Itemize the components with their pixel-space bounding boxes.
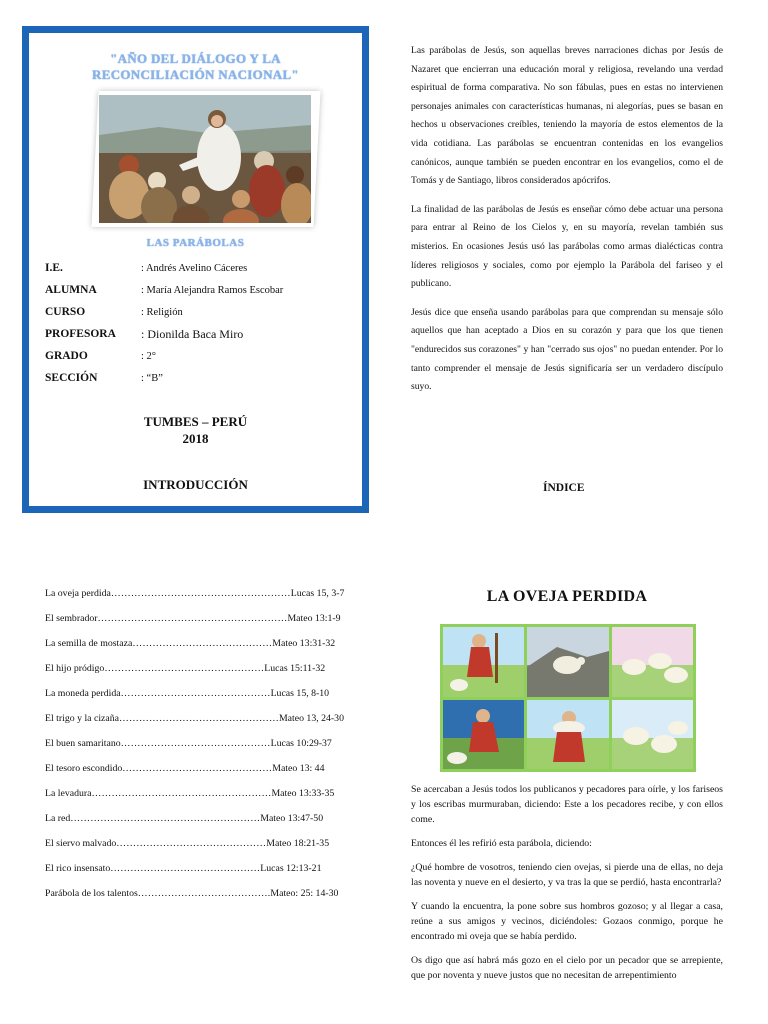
parable-text (411, 782, 723, 992)
index-item (45, 686, 357, 701)
info-value: : Andrés Avelino Cáceres (141, 262, 248, 274)
index-item-ref: Mateo 13:47-50 (260, 813, 324, 824)
parable-title: LA OVEJA PERDIDA (486, 588, 648, 605)
index-item-ref: Mateo 13:31-32 (272, 638, 336, 649)
index-item-ref: Mateo 13: 44 (272, 763, 325, 774)
cover-page (22, 26, 369, 513)
comic-panel (443, 627, 524, 697)
index-list (45, 586, 357, 911)
index-item-title: El trigo y la cizaña (45, 713, 119, 724)
index-item-ref: Mateo 13:1-9 (287, 613, 341, 624)
parable-paragraph: Os digo que así habrá más gozo en el cielo por un pecador que se arrepiente, que por noventa y nueve justos que no necesitan de arrepentimiento (411, 955, 723, 981)
comic-panel (527, 627, 608, 697)
index-item-ref: Mateo 13:33-35 (271, 788, 335, 799)
info-value: : Dionilda Baca Miro (141, 326, 244, 341)
index-item (45, 786, 357, 801)
info-label: ALUMNA (45, 284, 97, 296)
index-item-dots: …………………………………. (137, 888, 271, 899)
info-label: GRADO (45, 350, 88, 362)
info-value: : “B” (141, 372, 163, 384)
info-label: CURSO (45, 306, 86, 318)
parable-paragraph: Y cuando la encuentra, la pone sobre sus hombros gozoso; y al llegar a casa, reúne a sus amigos y vecinos, diciéndoles: Gozaos conmigo, porque he encontrado mi oveja que se había perdido. (411, 901, 723, 942)
index-item (45, 761, 357, 776)
comic-panel (443, 700, 524, 770)
intro-paragraph: Las parábolas de Jesús, son aquellas breves narraciones dichas por Jesús de Nazaret que encierran una educación moral y religiosa, revelando una verdad espiritual de forma comparativa. No son fábulas, pues en estas no intervienen personajes animales con características humanas, ni alegorías, pues se basan en hechos u observaciones creíbles, teniendo la mayoría de estos elementos de la vida cotidiana. Las parábolas se encuentran contenidas en los evangelios canónicos, aunque también se pueden encontrar en los evangelios, como el de Tomás y de Santiago, libros considerados apócrifos. (411, 45, 723, 187)
index-item-ref: Mateo: 25: 14-30 (270, 888, 339, 899)
index-item (45, 836, 357, 851)
parable-paragraph: ¿Qué hombre de vosotros, teniendo cien ovejas, si pierde una de ellas, no deja las noventa y nueve en el desierto, y va tras la que se perdió, hasta encontrarla? (411, 862, 723, 888)
index-item (45, 636, 357, 651)
index-item-title: La semilla de mostaza (45, 638, 133, 649)
index-item (45, 886, 357, 901)
index-item-ref: Lucas 15, 8-10 (270, 688, 330, 699)
index-item (45, 811, 357, 826)
comic-panel (612, 627, 693, 697)
comic-panel (527, 700, 608, 770)
happy-sheep-icon (612, 700, 693, 770)
index-item-dots: ……………………………………………… (91, 788, 272, 799)
index-item-title: La oveja perdida (45, 588, 111, 599)
index-item-dots: ……………………………………… (120, 688, 271, 699)
student-info-table (45, 257, 345, 389)
cover-illustration-svg (99, 95, 311, 223)
location-text: TUMBES – PERÚ (143, 414, 248, 429)
info-row-student (45, 279, 345, 301)
cover-subtitle: LAS PARÁBOLAS (146, 237, 245, 249)
index-item-ref: Lucas 15, 3-7 (290, 588, 345, 599)
index-item (45, 861, 357, 876)
index-item-ref: Mateo 18:21-35 (266, 838, 330, 849)
info-row-teacher (45, 323, 345, 345)
parable-paragraph: Entonces él les refirió esta parábola, diciendo: (411, 838, 592, 849)
info-label: PROFESORA (45, 328, 116, 340)
index-item-title: El siervo malvado (45, 838, 117, 849)
cover-title: "AÑO DEL DIÁLOGO Y LA RECONCILIACIÓN NACIONAL" (92, 51, 299, 82)
index-item-title: La red (45, 813, 71, 824)
index-item (45, 611, 357, 626)
shepherd-searching-icon (443, 700, 524, 770)
shepherd-icon (443, 627, 524, 697)
flock-of-sheep-icon (612, 627, 693, 697)
index-item (45, 736, 357, 751)
index-item-dots: ………………………………………… (119, 713, 279, 724)
index-item-dots: ………………………………………… (104, 663, 265, 674)
index-item-dots: ……………………………………… (120, 738, 271, 749)
info-value: : María Alejandra Ramos Escobar (141, 284, 284, 296)
index-item-title: El tesoro escondido (45, 763, 123, 774)
lost-sheep-comic-strip-illustration (440, 624, 696, 772)
index-item-title: La moneda perdida (45, 688, 121, 699)
introduction-text (411, 42, 723, 407)
index-item-ref: Lucas 15:11-32 (264, 663, 326, 674)
cover-location (29, 413, 362, 447)
info-value: : Religión (141, 306, 183, 318)
intro-paragraph: La finalidad de las parábolas de Jesús es enseñar cómo debe actuar una persona para entrar al Reino de los Cielos y, en su mayoría, revelan también sus misterios. En ocasiones Jesús usó las parábolas como armas dialécticas contra líderes religiosos y sociales, como por ejemplo la Parábola del fariseo y el publicano. (411, 203, 723, 290)
info-row-grade (45, 345, 345, 367)
index-item-title: Parábola de los talentos (45, 888, 138, 899)
index-item (45, 586, 357, 601)
info-label: SECCIÓN (45, 372, 98, 384)
index-item (45, 711, 357, 726)
index-item-dots: …………………………………… (132, 638, 273, 649)
info-label: I.E. (45, 262, 63, 274)
index-item-ref: Lucas 12:13-21 (260, 863, 322, 874)
index-item (45, 661, 357, 676)
index-item-dots: ……………………………………………… (110, 588, 291, 599)
jesus-teaching-crowd-illustration (99, 95, 311, 223)
info-row-school (45, 257, 345, 279)
year-text: 2018 (182, 431, 209, 446)
index-item-dots: ……………………………………… (110, 863, 261, 874)
index-item-ref: Mateo 13, 24-30 (278, 713, 344, 724)
index-item-dots: ………………………………………………… (97, 613, 288, 624)
introduction-heading: INTRODUCCIÓN (143, 477, 248, 492)
intro-paragraph: Jesús dice que enseña usando parábolas para que comprendan su mensaje sólo aquellos que han aceptado a Dios en su corazón y para que los que tienen "endurecidos sus corazones" y han "cerrado sus ojos" no puedan entender. Por lo tanto comprender el mensaje de Jesús significaría ser un verdadero discípulo suyo. (411, 306, 723, 393)
index-item-dots: ………………………………………………… (70, 813, 261, 824)
comic-panel (612, 700, 693, 770)
index-item-title: El hijo pródigo (45, 663, 105, 674)
index-item-title: El buen samaritano (45, 738, 121, 749)
info-value: : 2° (141, 350, 156, 362)
index-item-dots: ……………………………………… (116, 838, 267, 849)
index-heading: ÍNDICE (543, 482, 585, 494)
sheep-on-rock-icon (527, 627, 608, 697)
index-item-title: El sembrador (45, 613, 98, 624)
shepherd-carrying-sheep-icon (527, 700, 608, 770)
index-item-title: El rico insensato (45, 863, 111, 874)
index-item-ref: Lucas 10:29-37 (270, 738, 332, 749)
index-item-title: La levadura (45, 788, 92, 799)
info-row-course (45, 301, 345, 323)
parable-paragraph: Se acercaban a Jesús todos los publicanos y pecadores para oírle, y los fariseos y los escribas murmuraban, diciendo: Este a los pecadores recibe, y con ellos come. (411, 784, 723, 825)
index-item-dots: ……………………………………… (122, 763, 273, 774)
info-row-section (45, 367, 345, 389)
